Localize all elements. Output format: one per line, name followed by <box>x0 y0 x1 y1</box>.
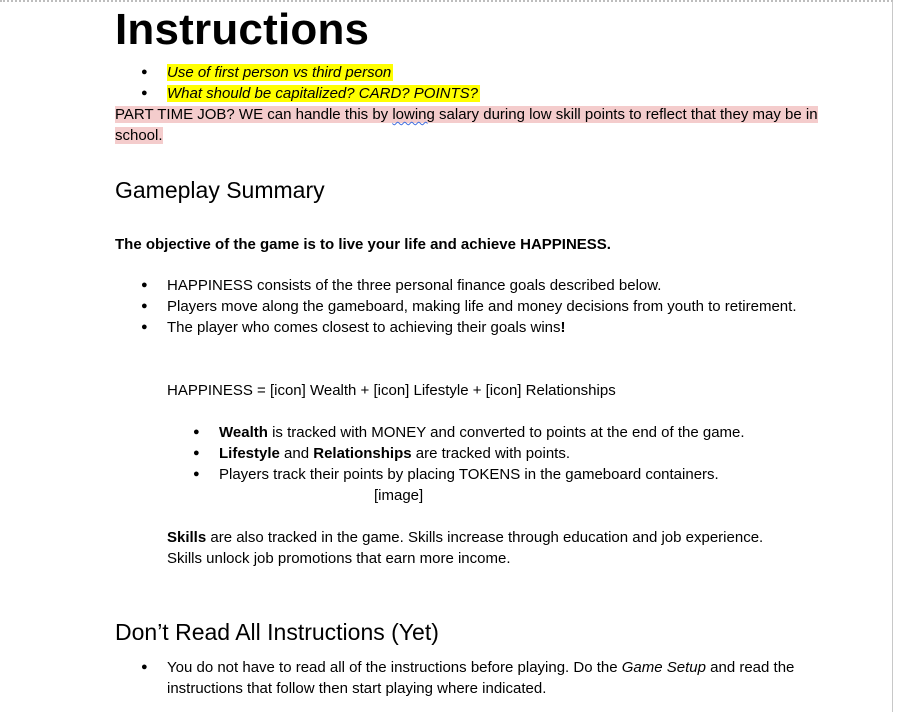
document-body <box>115 4 845 699</box>
skills-line1: are also tracked in the game. Skills increase through education and job experience. <box>206 529 764 546</box>
tokens-text: Players track their points by placing TOKENS in the gameboard containers. <box>219 466 719 483</box>
list-item <box>167 83 845 104</box>
document-title: Instructions <box>115 5 370 54</box>
dont-read-heading: Don’t Read All Instructions (Yet) <box>115 619 439 645</box>
list-item <box>219 422 845 443</box>
note-text-before: PART TIME JOB? WE can handle this by <box>115 106 393 123</box>
skills-line2: Skills unlock job promotions that earn more income. <box>167 550 511 567</box>
list-item <box>167 317 845 338</box>
image-placeholder: [image] <box>374 487 424 504</box>
highlighted-notes-list <box>167 62 845 104</box>
summary-bullets <box>167 275 845 338</box>
bullet-text-after: and read the instructions that follow then start playing where indicated. <box>167 659 795 697</box>
note-text-after: salary during low skill points to reflect that they may be in school. <box>115 106 818 144</box>
bullet-bold-suffix: ! <box>560 319 566 336</box>
misspelled-word[interactable]: lowing <box>392 106 435 123</box>
and-text: and <box>279 445 314 462</box>
dont-read-bullets <box>167 657 845 699</box>
skills-paragraph <box>167 527 845 569</box>
skills-label: Skills <box>167 529 207 546</box>
relationships-label: Relationships <box>313 445 412 462</box>
list-item <box>167 296 845 317</box>
wealth-label: Wealth <box>219 424 268 441</box>
wealth-text: is tracked with MONEY and converted to points at the end of the game. <box>267 424 745 441</box>
tracking-bullets <box>219 422 845 485</box>
bullet-text: HAPPINESS consists of the three personal finance goals described below. <box>167 277 662 294</box>
happiness-formula: HAPPINESS = [icon] Wealth + [icon] Lifestyle + [icon] Relationships <box>167 382 616 399</box>
list-item <box>219 443 845 464</box>
comment-note <box>115 104 845 146</box>
bullet-text: Players move along the gameboard, making life and money decisions from youth to retirement. <box>167 298 797 315</box>
list-item <box>219 464 845 485</box>
bullet-text-before: You do not have to read all of the instructions before playing. Do the <box>167 659 622 676</box>
highlighted-note: What should be capitalized? CARD? POINTS? <box>167 85 478 102</box>
highlighted-note: Use of first person vs third person <box>167 64 392 81</box>
lr-text: are tracked with points. <box>411 445 571 462</box>
list-item <box>167 657 845 699</box>
lifestyle-label: Lifestyle <box>219 445 280 462</box>
gameplay-summary-heading: Gameplay Summary <box>115 177 325 203</box>
objective-text: The objective of the game is to live your life and achieve HAPPINESS. <box>115 236 611 253</box>
list-item <box>167 275 845 296</box>
game-setup-italic: Game Setup <box>621 659 706 676</box>
bullet-text: The player who comes closest to achieving their goals wins <box>167 319 561 336</box>
list-item <box>167 62 845 83</box>
